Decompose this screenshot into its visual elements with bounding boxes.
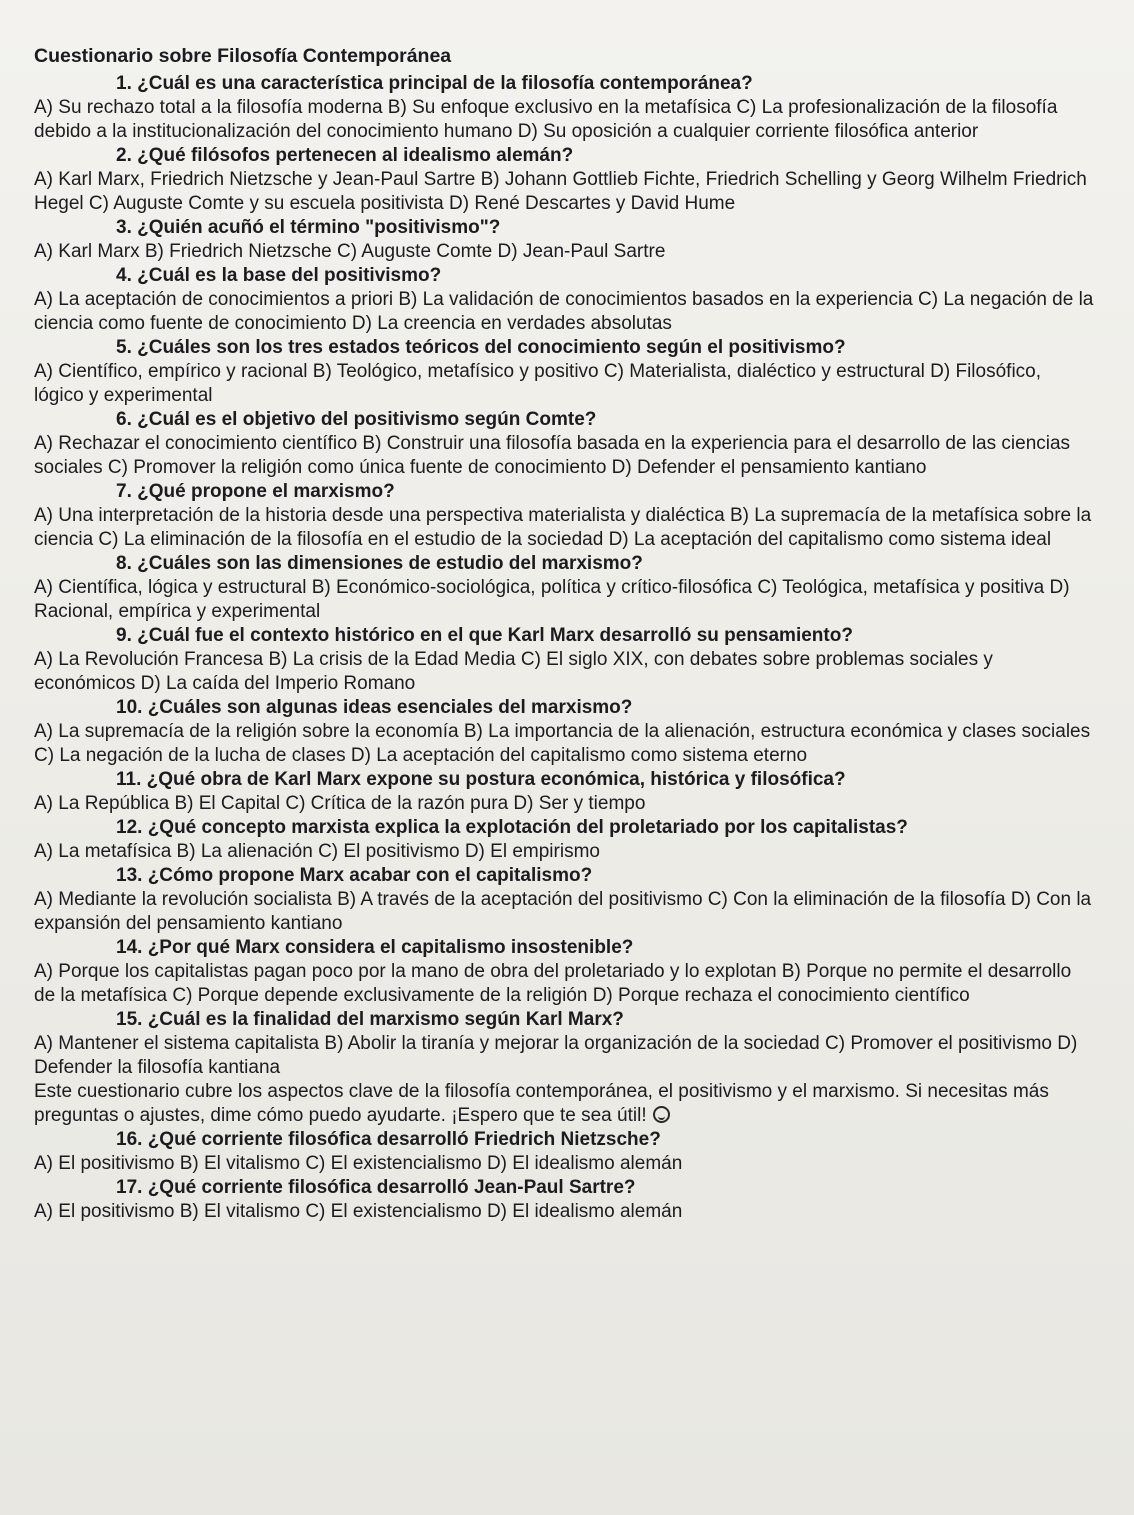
question-text: 14. ¿Por qué Marx considera el capitalismo insostenible? [116, 937, 634, 958]
answer-options: A) Mediante la revolución socialista B) A través de la aceptación del positivismo C) Con la eliminación de la filosofía D) Con la expansión del pensamiento kantiano [34, 889, 1092, 934]
answer-options: A) El positivismo B) El vitalismo C) El existencialismo D) El idealismo alemán [34, 1153, 683, 1174]
answer-options: A) El positivismo B) El vitalismo C) El existencialismo D) El idealismo alemán [34, 1201, 683, 1222]
answer-options: A) Su rechazo total a la filosofía moderna B) Su enfoque exclusivo en la metafísica C) La profesionalización de la filosofía debido a la institucionalización del conocimiento humano D) Su oposición a cualquier corriente filosófica anterior [34, 97, 1058, 142]
answer-options: A) La aceptación de conocimientos a priori B) La validación de conocimientos basados en la experiencia C) La negación de la ciencia como fuente de conocimiento D) La creencia en verdades absolutas [34, 289, 1094, 334]
closing-note-text: Este cuestionario cubre los aspectos clave de la filosofía contemporánea, el positivismo y el marxismo. Si necesitas más preguntas o ajustes, dime cómo puedo ayudarte. ¡Espero que te sea útil! [34, 1081, 1049, 1126]
question-text: 17. ¿Qué corriente filosófica desarrolló Jean-Paul Sartre? [116, 1177, 636, 1198]
answer-options: A) Rechazar el conocimiento científico B) Construir una filosofía basada en la experiencia para el desarrollo de las ciencias sociales C) Promover la religión como única fuente de conocimiento D) Defender el pensamiento kantiano [34, 433, 1071, 478]
question-text: 9. ¿Cuál fue el contexto histórico en el que Karl Marx desarrolló su pensamiento? [116, 625, 853, 646]
question-text: 8. ¿Cuáles son las dimensiones de estudio del marxismo? [116, 553, 643, 574]
answer-options: A) La República B) El Capital C) Crítica de la razón pura D) Ser y tiempo [34, 793, 646, 814]
question-text: 11. ¿Qué obra de Karl Marx expone su postura económica, histórica y filosófica? [116, 769, 846, 790]
question-text: 2. ¿Qué filósofos pertenecen al idealismo alemán? [116, 145, 574, 166]
answer-options: A) Mantener el sistema capitalista B) Abolir la tiranía y mejorar la organización de la sociedad C) Promover el positivismo D) Defender la filosofía kantiana [34, 1033, 1078, 1078]
answer-options: A) Karl Marx B) Friedrich Nietzsche C) Auguste Comte D) Jean-Paul Sartre [34, 241, 666, 262]
answer-options: A) Karl Marx, Friedrich Nietzsche y Jean-Paul Sartre B) Johann Gottlieb Fichte, Friedrich Schelling y Georg Wilhelm Friedrich Hegel C) Auguste Comte y su escuela positivista D) René Descartes y David Hume [34, 169, 1087, 214]
question-text: 3. ¿Quién acuñó el término "positivismo"? [116, 217, 501, 238]
question-text: 4. ¿Cuál es la base del positivismo? [116, 265, 442, 286]
question-text: 7. ¿Qué propone el marxismo? [116, 481, 395, 502]
document-title: Cuestionario sobre Filosofía Contemporánea [34, 45, 452, 67]
question-text: 16. ¿Qué corriente filosófica desarrolló Friedrich Nietzsche? [116, 1129, 661, 1150]
question-text: 15. ¿Cuál es la finalidad del marxismo según Karl Marx? [116, 1009, 624, 1030]
question-text: 1. ¿Cuál es una característica principal de la filosofía contemporánea? [116, 73, 753, 94]
question-text: 12. ¿Qué concepto marxista explica la explotación del proletariado por los capitalistas? [116, 817, 908, 838]
answer-options: A) La metafísica B) La alienación C) El positivismo D) El empirismo [34, 841, 600, 862]
answer-options: A) Científico, empírico y racional B) Teológico, metafísico y positivo C) Materialista, dialéctico y estructural D) Filosófico, lógico y experimental [34, 361, 1042, 406]
answer-options: A) Científica, lógica y estructural B) Económico-sociológica, política y crítico-filosófica C) Teológica, metafísica y positiva D) Racional, empírica y experimental [34, 577, 1070, 622]
answer-options: A) Porque los capitalistas pagan poco por la mano de obra del proletariado y lo explotan B) Porque no permite el desarrollo de la metafísica C) Porque depende exclusivamente de la religión D) Porque rechaza el conocimiento científico [34, 961, 1072, 1006]
extra-question-list [34, 1128, 1094, 1224]
answer-options: A) La Revolución Francesa B) La crisis de la Edad Media C) El siglo XIX, con debates sobre problemas sociales y económicos D) La caída del Imperio Romano [34, 649, 993, 694]
question-text: 6. ¿Cuál es el objetivo del positivismo según Comte? [116, 409, 597, 430]
question-text: 13. ¿Cómo propone Marx acabar con el capitalismo? [116, 865, 593, 886]
question-text: 10. ¿Cuáles son algunas ideas esenciales del marxismo? [116, 697, 633, 718]
smile-icon [653, 1106, 670, 1123]
question-list [34, 72, 1094, 1080]
answer-options: A) La supremacía de la religión sobre la economía B) La importancia de la alienación, estructura económica y clases sociales C) La negación de la lucha de clases D) La aceptación del capitalismo como sistema eterno [34, 721, 1091, 766]
answer-options: A) Una interpretación de la historia desde una perspectiva materialista y dialéctica B) La supremacía de la metafísica sobre la ciencia C) La eliminación de la filosofía en el estudio de la sociedad D) La aceptación del capitalismo como sistema ideal [34, 505, 1092, 550]
closing-note [34, 1080, 1094, 1128]
question-text: 5. ¿Cuáles son los tres estados teóricos del conocimiento según el positivismo? [116, 337, 846, 358]
